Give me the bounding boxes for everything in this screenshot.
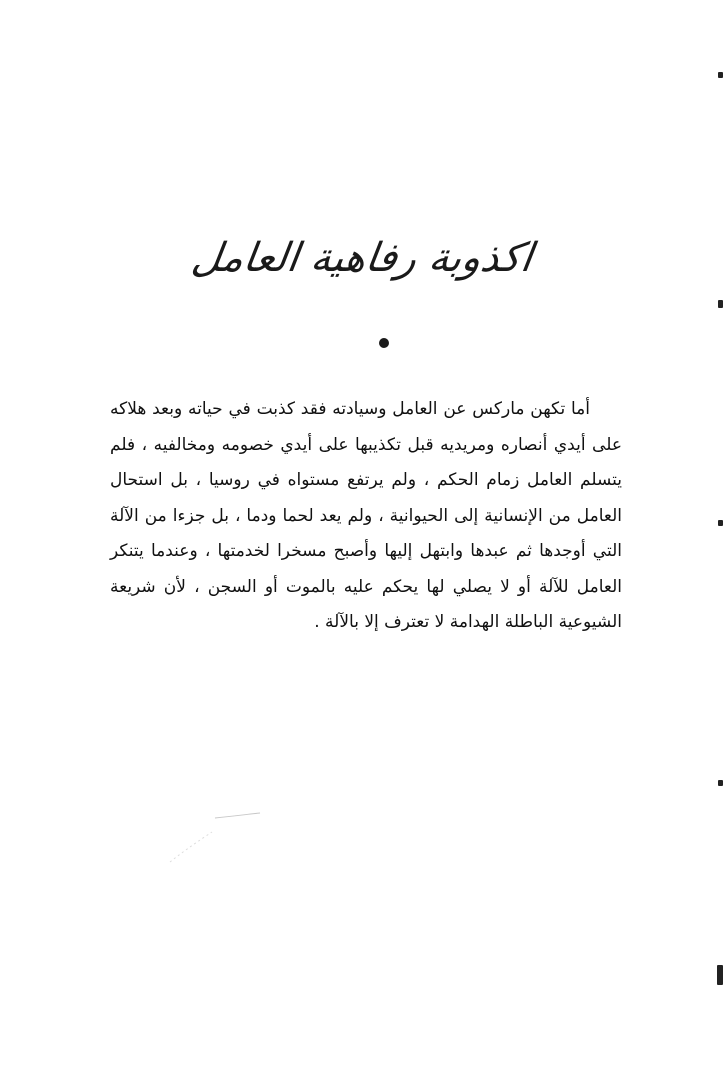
body-paragraph: أما تكهن ماركس عن العامل وسيادته فقد كذبت في حياته وبعد هلاكه على أيدي أنصاره ومريديه قبل تكذيبها على أيدي خصومه ومخالفيه ، فلم يتسلم العامل زمام الحكم ، ولم يرتفع مستواه في روسيا ، بل استحال العامل من الإنسانية إلى الحيوانية ، ولم يعد لحما ودما ، بل جزءا من الآلة التي أوجدها ثم عبدها وابتهل إليها وأصبح مسخرا لخدمتها ، وعندما يتنكر العامل للآلة أو لا يصلي لها يحكم عليه بالموت أو السجن ، لأن شريعة الشيوعية الباطلة الهدامة لا تعترف إلا بالآلة . (110, 399, 622, 632)
faint-pencil-mark (160, 810, 270, 870)
body-paragraph-container (110, 392, 622, 641)
page-edge-mark (718, 520, 723, 526)
page-edge-mark (718, 300, 723, 308)
title-ornament-dot (379, 338, 389, 348)
page-edge-mark (717, 965, 723, 985)
page-edge-mark (718, 72, 723, 78)
chapter-title: اكذوبة رفاهية العامل (188, 235, 536, 281)
page-edge-mark (718, 780, 723, 786)
